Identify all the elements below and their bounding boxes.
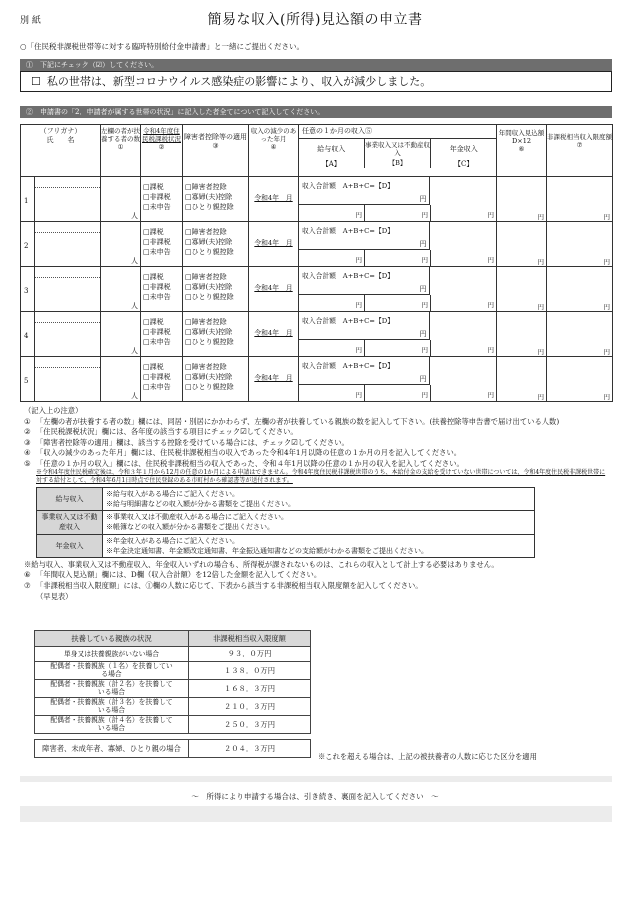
note-item-7: ⑦ 「非課税相当収入限度額」には、①欄の人数に応じて、下表から該当する非課税相当収入限度額を記入してください。 xyxy=(24,581,423,591)
tax-status-checkbox[interactable]: □非課税 xyxy=(143,328,171,337)
subnote: ※令和4年度住民税確定後は、令和３年１月から12月の任意の1か月による申請はできません。令和4年度住民税非課税世帯のうち、本給付金の支給を受けていない世帯については、令和4年度住民税非課税世帯に対する給付として、令和4年6月1日時点で住民登録のある市町村から確認書等が送付されます。 xyxy=(36,469,606,485)
reduced-month-input[interactable]: 令和4年 月 xyxy=(249,222,299,267)
annual-input[interactable]: 円 xyxy=(497,177,547,222)
tax-status-checkbox[interactable]: □課税 xyxy=(143,273,164,281)
quick-table-row: 配偶者・扶養親族（１名）を扶養している場合 １３８．０万円 xyxy=(35,662,311,680)
deduction-options[interactable] xyxy=(183,267,249,312)
tax-status-checkbox[interactable]: □課税 xyxy=(143,228,164,236)
limit-input[interactable]: 円 xyxy=(547,222,613,267)
table-row xyxy=(21,357,613,402)
tax-status-checkbox[interactable]: □未申告 xyxy=(143,203,171,212)
quick-table-last-row: 障害者、未成年者、寡婦、ひとり親の場合 ２０４．３万円 xyxy=(35,739,311,757)
quick-table-row: 単身又は扶養親族がいない場合 ９３．０万円 xyxy=(35,647,311,662)
footer-note: ～ 所得により申請する場合は、引き続き、裏面を記入してください ～ xyxy=(191,792,439,801)
deduction-checkbox[interactable]: □寡婦(夫)控除 xyxy=(185,193,233,202)
deduction-checkbox[interactable]: □ひとり親控除 xyxy=(185,203,234,212)
tax-status-checkbox[interactable]: □非課税 xyxy=(143,283,171,292)
reduced-month-input[interactable]: 令和4年 月 xyxy=(249,312,299,357)
tax-status-checkbox[interactable]: □課税 xyxy=(143,318,164,326)
deduction-checkbox[interactable]: □障害者控除 xyxy=(185,318,227,326)
grey-bar-top xyxy=(20,776,612,782)
limit-header: 非課税相当収入限度額 ⑦ xyxy=(547,125,613,177)
dependents-input[interactable]: 人 xyxy=(101,267,141,312)
note-item: ② 「住民税課税状況」欄には、各年度の該当する項目にチェック☑してください。 xyxy=(24,427,298,437)
table-row xyxy=(21,177,613,222)
dependents-input[interactable]: 人 xyxy=(101,357,141,402)
deduction-checkbox[interactable]: □障害者控除 xyxy=(185,363,227,371)
statement-checkbox[interactable]: ☐ xyxy=(31,75,41,88)
income-type-row xyxy=(37,534,535,557)
monthly-income-cells[interactable]: 収入合計額 A+B+C=【D】 円 円 円 円 xyxy=(299,222,497,267)
tax-status-header: 令和4年度住民税課税状況 ② xyxy=(141,125,183,177)
deduction-checkbox[interactable]: □ひとり親控除 xyxy=(185,338,234,347)
income-type-desc: ※年金収入がある場合にご記入ください。 ※年金決定通知書、年金額改定通知書、年金振込通知書などの支給額がわかる書類をご提出ください。 xyxy=(103,534,535,557)
quick-reference-table xyxy=(34,630,311,758)
annual-input[interactable]: 円 xyxy=(497,357,547,402)
tax-status-checkbox[interactable]: □未申告 xyxy=(143,248,171,257)
name-input[interactable] xyxy=(35,222,101,267)
notes-section xyxy=(24,406,610,602)
tax-status-options[interactable] xyxy=(141,312,183,357)
tax-status-checkbox[interactable]: □非課税 xyxy=(143,193,171,202)
name-input[interactable] xyxy=(35,267,101,312)
tax-status-checkbox[interactable]: □課税 xyxy=(143,363,164,371)
tax-status-options[interactable] xyxy=(141,267,183,312)
attachment-label: 別 紙 xyxy=(20,16,41,26)
deduction-checkbox[interactable]: □障害者控除 xyxy=(185,273,227,281)
tax-status-options[interactable] xyxy=(141,357,183,402)
deduction-checkbox[interactable]: □寡婦(夫)控除 xyxy=(185,328,233,337)
annual-header: 年間収入見込額 D×12 ⑥ xyxy=(497,125,547,177)
tax-status-checkbox[interactable]: □未申告 xyxy=(143,338,171,347)
tax-status-checkbox[interactable]: □非課税 xyxy=(143,373,171,382)
reduced-month-input[interactable]: 令和4年 月 xyxy=(249,177,299,222)
annual-input[interactable]: 円 xyxy=(497,312,547,357)
deduction-header: 障害者控除等の適用 ③ xyxy=(183,125,249,177)
deduction-checkbox[interactable]: □障害者控除 xyxy=(185,228,227,236)
name-header: （フリガナ） 氏 名 xyxy=(21,125,101,177)
limit-input[interactable]: 円 xyxy=(547,267,613,312)
row-number: 4 xyxy=(21,312,35,357)
after-table-note: ※給与収入、事業収入又は不動産収入、年金収入いずれの場合も、所得税が課されないものは、これらの収入として計上する必要はありません。 xyxy=(24,559,499,569)
reduced-month-input[interactable]: 令和4年 月 xyxy=(249,267,299,312)
monthly-income-cells[interactable]: 収入合計額 A+B+C=【D】 円 円 円 円 xyxy=(299,177,497,222)
deduction-checkbox[interactable]: □ひとり親控除 xyxy=(185,248,234,257)
table-row xyxy=(21,222,613,267)
tax-status-options[interactable] xyxy=(141,222,183,267)
deduction-options[interactable] xyxy=(183,312,249,357)
quick-table-head: 扶養している親族の状況 非課税相当収入限度額 xyxy=(35,631,311,647)
note-item: ④ 「収入の減少のあった年月」欄には、住民税非課税相当の収入であった令和4年1月以降の任意の１か月の月を記入してください。 xyxy=(24,448,462,458)
note-item-6: ⑥ 「年間収入見込額」欄には、D欄（収入合計額）を12倍した金額を記入してください。 xyxy=(24,570,322,580)
table-row xyxy=(21,267,613,312)
row-number: 1 xyxy=(21,177,35,222)
statement-text: 私の世帯は、新型コロナウイルス感染症の影響により、収入が減少しました。 xyxy=(46,75,432,88)
tax-status-checkbox[interactable]: □課税 xyxy=(143,183,164,191)
quick-table-row: 配偶者・扶養親族（計４名）を扶養している場合 ２５０．３万円 xyxy=(35,715,311,733)
section1-band: ① 下記にチェック（☑）してください。 xyxy=(20,59,612,71)
quick-table-label: （早見表） xyxy=(36,591,73,601)
reduced-month-header: 収入の減少のあった年月 ④ xyxy=(249,125,299,177)
name-input[interactable] xyxy=(35,357,101,402)
tax-status-checkbox[interactable]: □未申告 xyxy=(143,293,171,302)
limit-input[interactable]: 円 xyxy=(547,357,613,402)
limit-input[interactable]: 円 xyxy=(547,177,613,222)
deduction-checkbox[interactable]: □寡婦(夫)控除 xyxy=(185,238,233,247)
dependents-input[interactable]: 人 xyxy=(101,177,141,222)
deduction-options[interactable] xyxy=(183,222,249,267)
deduction-checkbox[interactable]: □障害者控除 xyxy=(185,183,227,191)
annual-input[interactable]: 円 xyxy=(497,267,547,312)
dependents-input[interactable]: 人 xyxy=(101,312,141,357)
deduction-options[interactable] xyxy=(183,177,249,222)
monthly-income-cells[interactable]: 収入合計額 A+B+C=【D】 円 円 円 円 xyxy=(299,357,497,402)
deduction-checkbox[interactable]: □ひとり親控除 xyxy=(185,293,234,302)
name-input[interactable] xyxy=(35,312,101,357)
notes-heading: （記入上の注意） xyxy=(24,406,83,415)
submission-note: ○「住民税非課税世帯等に対する臨時特別給付金申請書」と一緒にご提出ください。 xyxy=(20,42,305,51)
name-input[interactable] xyxy=(35,177,101,222)
annual-input[interactable]: 円 xyxy=(497,222,547,267)
monthly-income-header: 任意の１か月の収入⑤ 給与収入 【A】 事業収入又は不動産収入 【B】 年金収入 【C】 xyxy=(299,125,497,177)
monthly-income-cells[interactable]: 収入合計額 A+B+C=【D】 円 円 円 円 xyxy=(299,267,497,312)
quick-table-row: 配偶者・扶養親族（計３名）を扶養している場合 ２１０．３万円 xyxy=(35,697,311,715)
table-header-row xyxy=(21,125,613,177)
limit-input[interactable]: 円 xyxy=(547,312,613,357)
dependents-input[interactable]: 人 xyxy=(101,222,141,267)
note-item: ③ 「障害者控除等の適用」欄は、該当する控除を受けている場合には、チェック☑してください。 xyxy=(24,437,349,447)
monthly-income-cells[interactable]: 収入合計額 A+B+C=【D】 円 円 円 円 xyxy=(299,312,497,357)
dependents-header: 左欄の者が扶養する者の数 ① xyxy=(101,125,141,177)
income-type-row xyxy=(37,511,535,534)
exceed-note: ※これを超える場合は、上記の被扶養者の人数に応じた区分を適用 xyxy=(318,752,537,761)
page-title: 簡易な収入(所得)見込額の申立書 xyxy=(207,12,423,28)
tax-status-checkbox[interactable]: □未申告 xyxy=(143,383,171,392)
row-number: 3 xyxy=(21,267,35,312)
section2-band: ② 申請書の「2．申請者が属する世帯の状況」に記入した者全てについて記入してください。 xyxy=(20,106,612,118)
income-type-desc: ※給与収入がある場合にご記入ください。 ※給与明細書などの収入額が分かる書類をご提出ください。 xyxy=(103,488,535,511)
tax-status-checkbox[interactable]: □非課税 xyxy=(143,238,171,247)
row-number: 5 xyxy=(21,357,35,402)
note-item: ⑤ 「任意の１か月の収入」欄には、住民税非課税相当の収入であった、令和４年1月以降の任意の１か月の収入を記入してください。 xyxy=(24,458,464,468)
deduction-checkbox[interactable]: □ひとり親控除 xyxy=(185,383,234,392)
table-row xyxy=(21,312,613,357)
income-type-table xyxy=(36,487,535,558)
income-type-label: 給与収入 xyxy=(37,488,103,511)
household-income-table xyxy=(20,124,613,402)
note-item: ① 「左欄の者が扶養する者の数」欄には、同居・別居にかかわらず、左欄の者が扶養している親族の数を記入して下さい。(扶養控除等申告書で届け出ている人数) xyxy=(24,416,560,426)
income-type-row xyxy=(37,488,535,511)
deduction-options[interactable] xyxy=(183,357,249,402)
reduced-month-input[interactable]: 令和4年 月 xyxy=(249,357,299,402)
deduction-checkbox[interactable]: □寡婦(夫)控除 xyxy=(185,283,233,292)
income-type-label: 年金収入 xyxy=(37,534,103,557)
tax-status-options[interactable] xyxy=(141,177,183,222)
quick-table-row: 配偶者・扶養親族（計２名）を扶養している場合 １６８．３万円 xyxy=(35,679,311,697)
income-type-desc: ※事業収入又は不動産収入がある場合にご記入ください。 ※帳簿などの収入額が分かる書類をご提出ください。 xyxy=(103,511,535,534)
deduction-checkbox[interactable]: □寡婦(夫)控除 xyxy=(185,373,233,382)
income-type-label: 事業収入又は不動産収入 xyxy=(37,511,103,534)
row-number: 2 xyxy=(21,222,35,267)
grey-bar-bottom xyxy=(20,806,612,822)
covid-income-statement[interactable] xyxy=(20,71,612,92)
